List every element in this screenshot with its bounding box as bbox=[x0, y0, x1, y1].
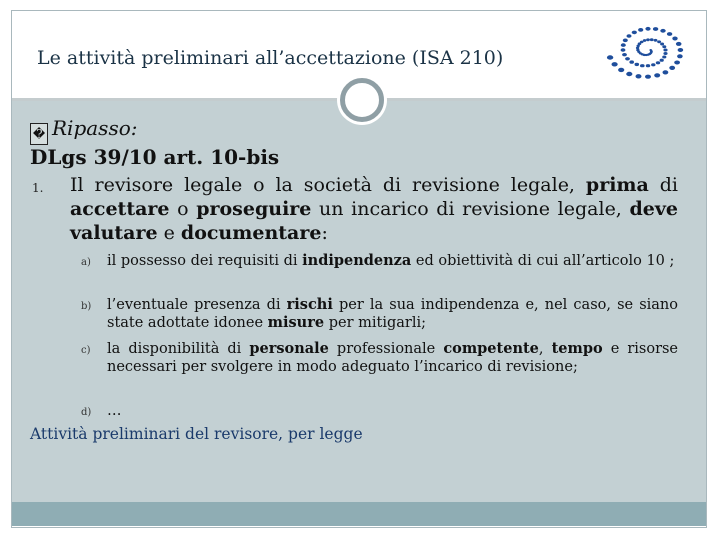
swirl-dot bbox=[669, 66, 675, 70]
swirl-dot bbox=[623, 39, 628, 43]
swirl-dot bbox=[663, 49, 667, 52]
ripasso-heading bbox=[30, 116, 138, 145]
subitem-b: l’eventuale presenza di rischi per la sua indipendenza e, nel caso, se siano state adottate idonee misure per mitigarli; bbox=[107, 296, 678, 331]
swirl-dot bbox=[676, 42, 682, 46]
ring-divider-icon bbox=[340, 78, 384, 122]
swirl-dot bbox=[646, 38, 650, 41]
swirl-dot bbox=[643, 39, 647, 42]
slide-title: Le attività preliminari all’accettazione (ISA 210) bbox=[37, 47, 504, 69]
swirl-dot bbox=[672, 37, 677, 41]
swirl-dot bbox=[662, 56, 666, 59]
subitem-label: c) bbox=[81, 345, 91, 356]
subitem-c: la disponibilità di personale professionale competente, tempo e risorse necessari per svolgere in modo adeguato l’incarico di revisione; bbox=[107, 340, 679, 375]
swirl-dot bbox=[653, 27, 658, 31]
item-1-text: Il revisore legale o la società di revisione legale, prima di accettare o proseguire un incarico di revisione legale, deve valutare e documentare: bbox=[70, 174, 679, 244]
swirl-dot bbox=[607, 55, 613, 59]
swirl-dot bbox=[663, 70, 669, 74]
subitem-label: d) bbox=[81, 407, 92, 418]
swirl-dot bbox=[654, 73, 660, 77]
swirl-dot bbox=[660, 59, 664, 62]
swirl-dot bbox=[645, 27, 650, 31]
subitem-a: il possesso dei requisiti di indipendenza ed obiettività di cui all’articolo 10 ; bbox=[107, 252, 675, 269]
swirl-dot bbox=[622, 53, 627, 56]
swirl-dot bbox=[656, 61, 660, 64]
swirl-dot bbox=[626, 72, 632, 76]
item-number: 1. bbox=[32, 181, 44, 195]
swirl-dot bbox=[657, 40, 661, 43]
swirl-dot bbox=[674, 61, 680, 65]
swirl-dot bbox=[667, 32, 672, 36]
swirl-dot bbox=[651, 63, 655, 66]
swirl-dot bbox=[627, 34, 632, 38]
swirl-dot bbox=[677, 54, 683, 58]
swirl-dot bbox=[621, 48, 626, 52]
swirl-dot bbox=[636, 74, 642, 78]
footer-note: Attività preliminari del revisore, per legge bbox=[30, 425, 363, 443]
swirl-dot bbox=[632, 31, 637, 35]
swirl-dot bbox=[662, 45, 666, 48]
swirl-dot bbox=[660, 43, 664, 46]
swirl-dot bbox=[646, 64, 650, 67]
subitem-label: a) bbox=[81, 257, 91, 268]
swirl-dot bbox=[640, 64, 645, 67]
swirl-dot bbox=[663, 52, 667, 55]
swirl-dot bbox=[645, 75, 651, 79]
swirl-dot bbox=[621, 43, 626, 47]
bottom-band bbox=[12, 502, 706, 526]
ripasso-label: Ripasso: bbox=[52, 116, 138, 140]
swirl-dot bbox=[638, 28, 643, 32]
swirl-dot bbox=[650, 38, 654, 41]
swirl-logo-icon bbox=[604, 18, 692, 82]
subitem-d: … bbox=[107, 403, 122, 419]
swirl-dot bbox=[612, 62, 618, 66]
swirl-dot bbox=[629, 60, 634, 63]
subitem-label: b) bbox=[81, 301, 92, 312]
swirl-dot bbox=[618, 68, 624, 72]
swirl-dot bbox=[660, 29, 665, 33]
swirl-dot bbox=[654, 39, 658, 42]
law-reference: DLgs 39/10 art. 10-bis bbox=[30, 145, 280, 169]
swirl-dot bbox=[625, 57, 630, 60]
swirl-dot bbox=[635, 63, 640, 66]
bullet-icon: � bbox=[30, 123, 48, 145]
swirl-dot bbox=[678, 48, 684, 52]
